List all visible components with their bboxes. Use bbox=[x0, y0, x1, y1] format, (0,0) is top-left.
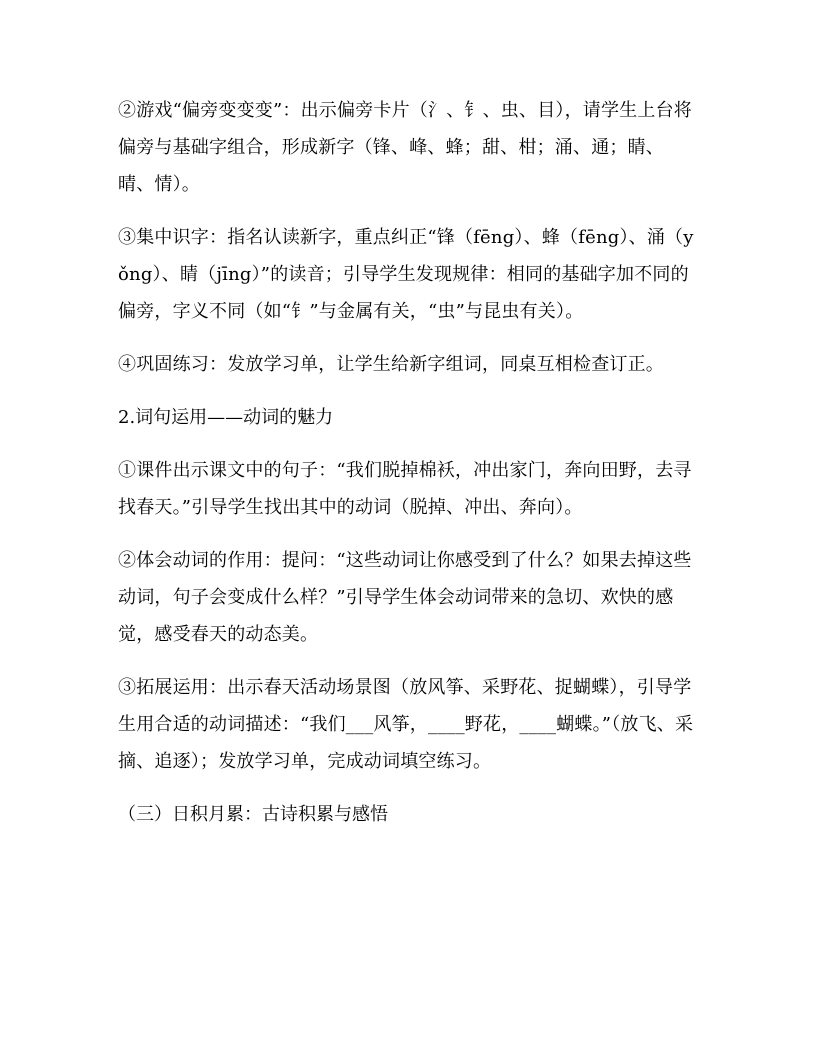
document-body bbox=[118, 92, 700, 849]
paragraph-consolidation-practice: ④巩固练习：发放学习单，让学生给新字组词，同桌互相检查订正。 bbox=[118, 354, 664, 375]
section-heading-word-usage: 2.词句运用——动词的魅力 bbox=[118, 407, 334, 428]
paragraph-extended-use: ③拓展运用：出示春天活动场景图（放风筝、采野花、捉蝴蝶），引导学生用合适的动词描述：“我们___风筝，____野花，____蝴蝶。”（放飞、采摘、追逐）；发放学习单，完成动词填空练习。 bbox=[118, 677, 694, 772]
paragraph-verb-function: ②体会动词的作用：提问：“这些动词让你感受到了什么？如果去掉这些动词，句子会变成什么样？”引导学生体会动词带来的急切、欢快的感觉，感受春天的动态美。 bbox=[118, 550, 692, 645]
paragraph-focused-literacy: ③集中识字：指名认读新字，重点纠正“锋（fēng）、蜂（fēng）、涌（yǒng）、睛（jīng）”的读音；引导学生发现规律：相同的基础字加不同的偏旁，字义不同（如“钅”与金属有关，“虫”与昆虫有关）。 bbox=[118, 227, 694, 322]
paragraph-show-sentence: ①课件出示课文中的句子：“我们脱掉棉袄，冲出家门，奔向田野，去寻找春天。”引导学生找出其中的动词（脱掉、冲出、奔向）。 bbox=[118, 460, 692, 518]
section-heading-daily-accumulation: （三）日积月累：古诗积累与感悟 bbox=[118, 804, 388, 825]
paragraph-radical-game: ②游戏“偏旁变变变”：出示偏旁卡片（氵、钅、虫、目），请学生上台将偏旁与基础字组合，形成新字（锋、峰、蜂；甜、柑；涌、通；睛、晴、情）。 bbox=[118, 100, 693, 195]
